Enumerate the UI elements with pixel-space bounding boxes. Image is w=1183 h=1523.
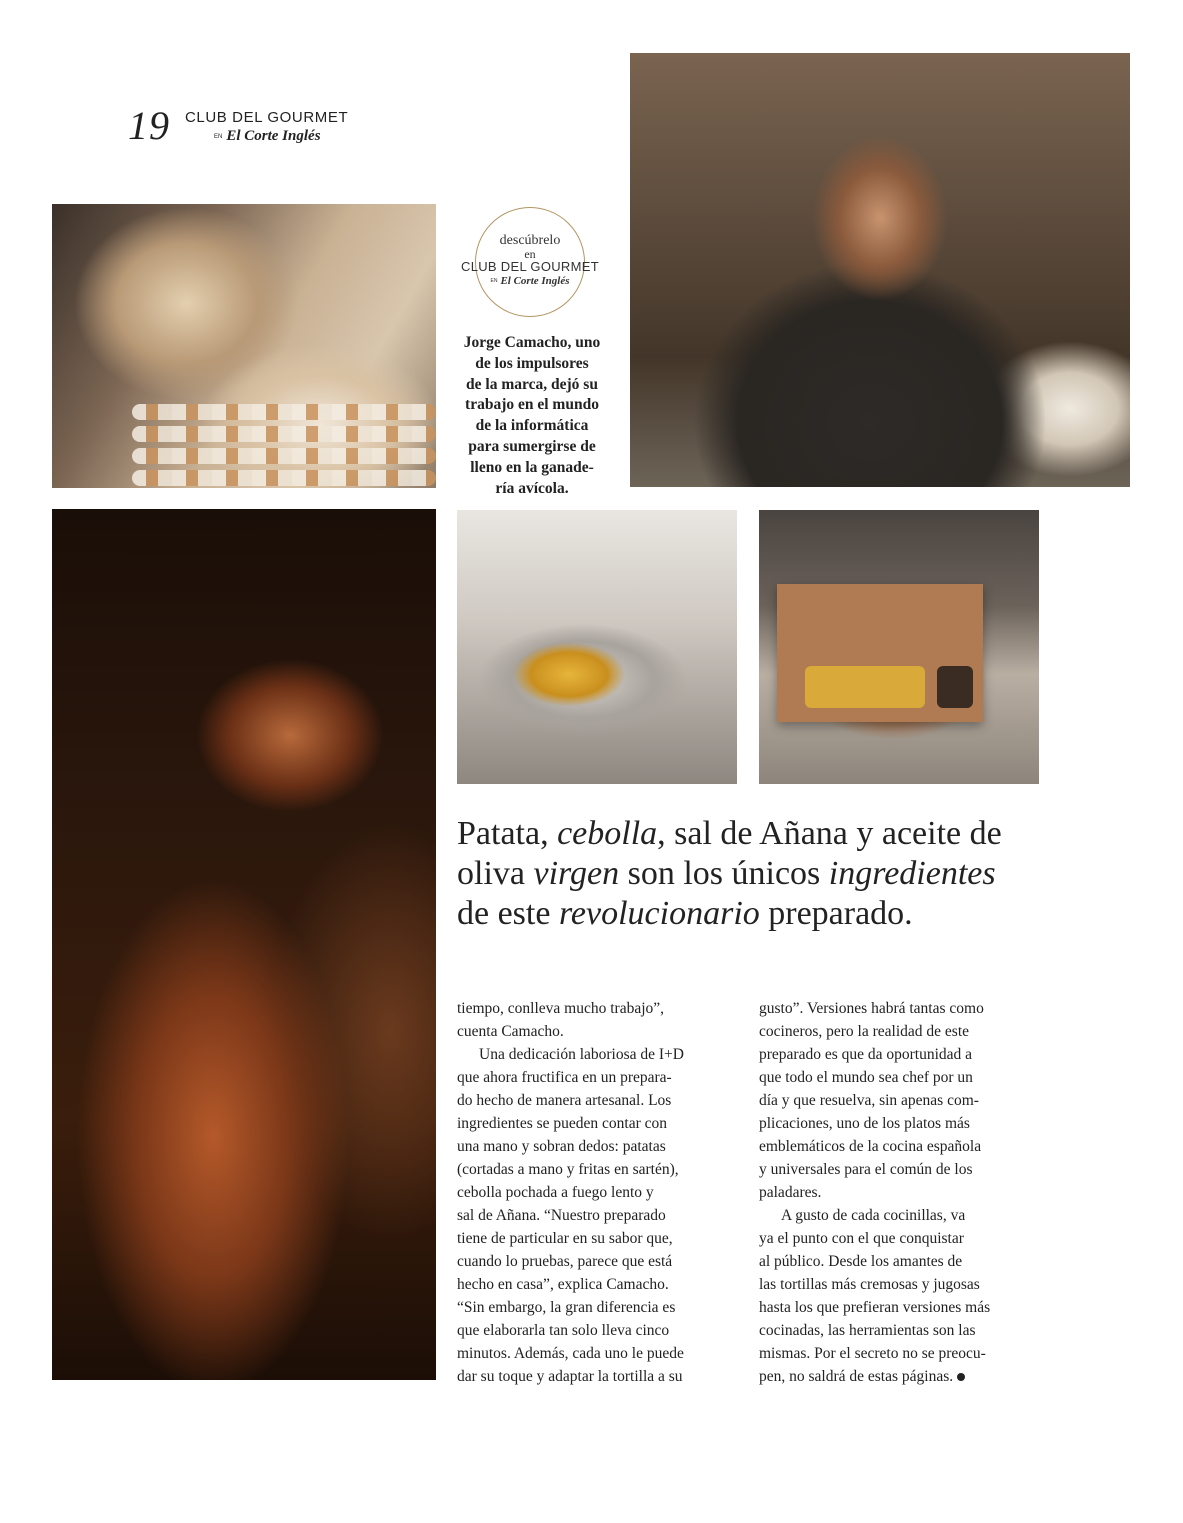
seal-store-name: El Corte Inglés (500, 275, 570, 287)
pull-quote-line-3 (457, 894, 1077, 934)
pq-text: de este (457, 895, 559, 932)
caption-line: trabajo en el mundo (465, 396, 599, 414)
seal-line-en: en (524, 247, 536, 261)
body-line: que elaborarla tan solo lleva cinco (457, 1322, 670, 1339)
body-line: dar su toque y adaptar la tortilla a su (457, 1368, 683, 1385)
end-of-article-icon (957, 1373, 965, 1381)
pull-quote-line-1 (457, 814, 1077, 854)
seal-line-club: CLUB DEL GOURMET (461, 259, 599, 274)
body-line: tiene de particular en su sabor que, (457, 1230, 673, 1247)
caption-line: Jorge Camacho, uno (463, 334, 601, 351)
body-line: día y que resuelva, sin apenas com- (759, 1092, 979, 1109)
body-line: preparado es que da oportunidad a (759, 1046, 973, 1063)
body-line: minutos. Además, cada uno le puede (457, 1345, 684, 1362)
body-line: A gusto de cada cocinillas, va (781, 1207, 966, 1224)
body-line: ingredientes se pueden contar con (457, 1115, 668, 1132)
pq-italic: revolucionario (558, 895, 760, 932)
pq-text: , sal de Añana y aceite de (657, 815, 1002, 852)
tortilla-plate-photo (457, 510, 737, 784)
seal-line-descubrelo: descúbrelo (499, 233, 561, 248)
pull-quote (457, 814, 1077, 934)
body-line: y universales para el común de los (759, 1161, 973, 1178)
brand-en-label: EN (214, 133, 223, 140)
body-line: cuando lo pruebas, parece que está (457, 1253, 673, 1270)
caption-line: ría avícola. (495, 479, 569, 497)
pq-text: oliva (457, 855, 534, 892)
body-line: (cortadas a mano y fritas en sartén), (457, 1161, 679, 1178)
eggs-sorting-photo (52, 204, 436, 488)
product-box (777, 584, 983, 722)
body-line: hasta los que prefieran versiones más (759, 1299, 991, 1316)
body-last-line (759, 1365, 1049, 1388)
page-number: 19 (128, 103, 170, 148)
body-line: mismas. Por el secreto no se preocu- (759, 1345, 986, 1362)
pq-italic: cebolla (557, 815, 658, 852)
caption-line: para sumergirse de (468, 437, 596, 455)
brand-store-name: El Corte Inglés (226, 128, 321, 144)
body-line: hecho en casa”, explica Camacho. (457, 1276, 669, 1293)
body-line: cuenta Camacho. (457, 1023, 564, 1040)
body-line: Una dedicación laboriosa de I+D (479, 1046, 684, 1063)
body-line: sal de Añana. “Nuestro preparado (457, 1207, 666, 1224)
body-line: gusto”. Versiones habrá tantas como (759, 1000, 984, 1017)
body-line: “Sin embargo, la gran diferencia es (457, 1299, 676, 1316)
box-window-small (937, 666, 973, 708)
caption-line: de la informática (475, 417, 589, 435)
body-column-left (457, 997, 747, 1388)
body-line: que todo el mundo sea chef por un (759, 1069, 973, 1086)
caption-line: lleno en la ganade- (470, 458, 594, 476)
pull-quote-line-2 (457, 854, 1077, 894)
body-line: do hecho de manera artesanal. Los (457, 1092, 672, 1109)
box-window-large (805, 666, 925, 708)
farmer-portrait-photo (630, 53, 1130, 487)
body-line: cebolla pochada a fuego lento y (457, 1184, 654, 1201)
body-line: cocineros, pero la realidad de este (759, 1023, 970, 1040)
pq-text: Patata, (457, 815, 558, 852)
body-column-right (759, 997, 1049, 1388)
photo-caption (446, 333, 618, 499)
body-line: ya el punto con el que conquistar (759, 1230, 964, 1247)
body-line: al público. Desde los amantes de (759, 1253, 963, 1270)
tortilla-box-photo (759, 510, 1039, 784)
body-line: que ahora fructifica en un prepara- (457, 1069, 672, 1086)
brand-store-logo (214, 129, 321, 144)
pq-text: son los únicos (619, 855, 829, 892)
body-line: las tortillas más cremosas y jugosas (759, 1276, 980, 1293)
seal-en-label: EN (490, 277, 498, 284)
body-line: tiempo, conlleva mucho trabajo”, (457, 1000, 665, 1017)
caption-line: de los impulsores (475, 354, 589, 372)
brand-title: CLUB DEL GOURMET (185, 109, 349, 126)
caption-line: de la marca, dejó su (466, 375, 598, 393)
body-line: cocinadas, las herramientas son las (759, 1322, 976, 1339)
pq-italic: virgen (533, 855, 620, 892)
body-line: una mano y sobran dedos: patatas (457, 1138, 666, 1155)
body-line: paladares. (759, 1184, 822, 1201)
hen-closeup-photo (52, 509, 436, 1380)
pq-text: preparado. (759, 895, 913, 932)
body-line: plicaciones, uno de los platos más (759, 1115, 970, 1132)
seal-line-store (460, 276, 600, 287)
body-line: emblemáticos de la cocina española (759, 1138, 982, 1155)
body-line: pen, no saldrá de estas páginas. (759, 1368, 954, 1385)
pq-italic: ingredientes (828, 855, 996, 892)
